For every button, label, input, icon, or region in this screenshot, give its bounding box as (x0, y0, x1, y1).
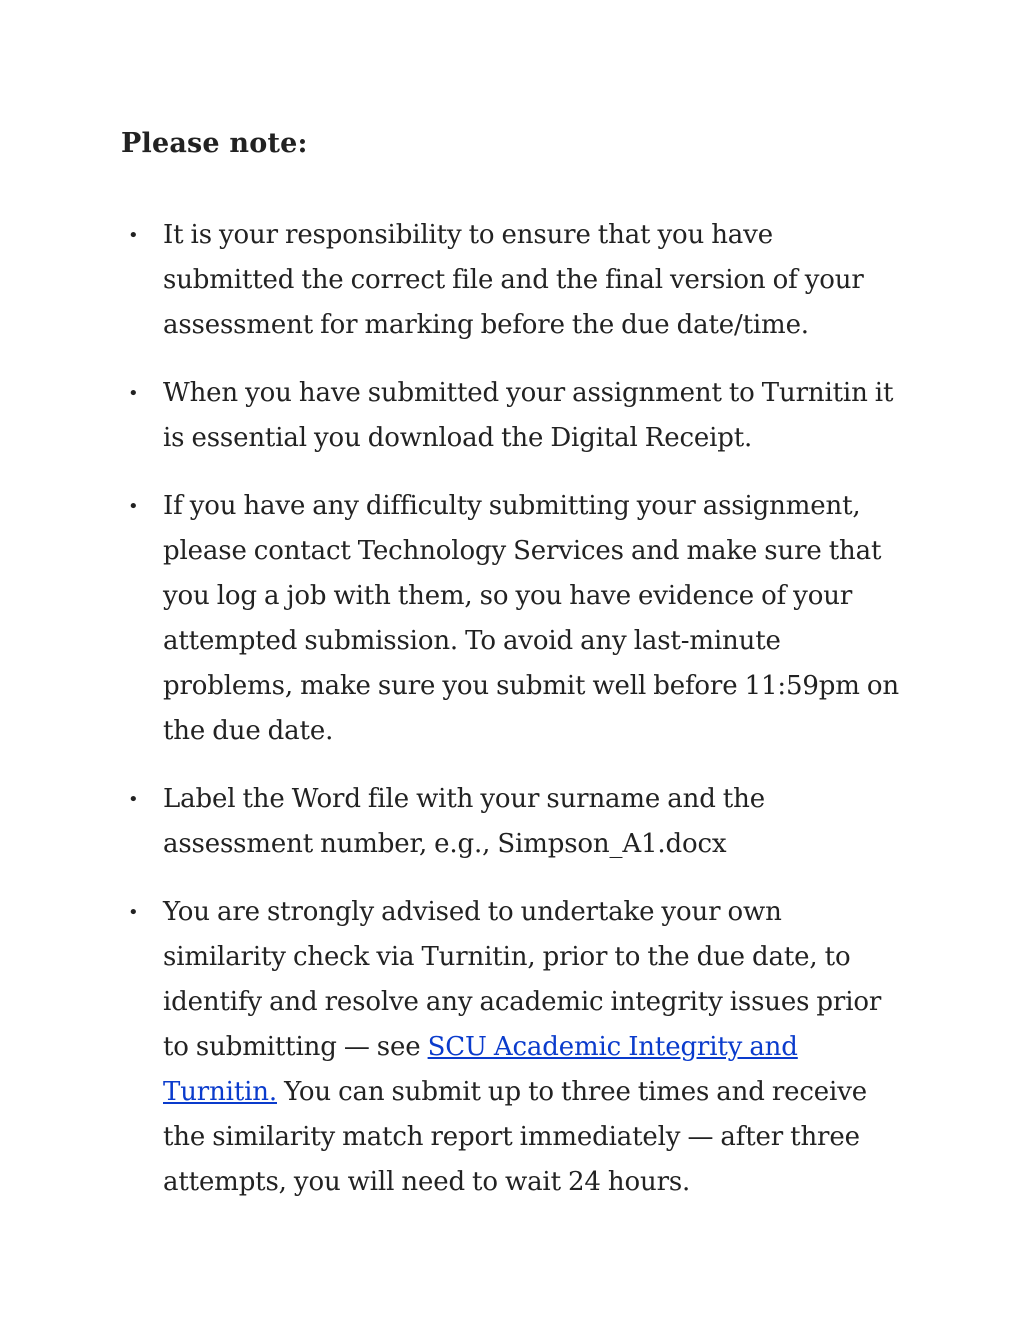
bullet-icon: • (128, 496, 139, 517)
bullet-icon: • (128, 383, 139, 404)
page-heading: Please note: (121, 128, 308, 159)
list-item (121, 484, 911, 754)
notes-list (121, 213, 911, 1228)
bullet-icon: • (128, 789, 139, 810)
bullet-icon: • (128, 225, 139, 246)
note-text-before-link: You are strongly advised to undertake your own similarity check via Turnitin, prior to the due date, to identify and resolve any academic integrity issues prior to submitting — see (163, 897, 882, 1062)
note-text: When you have submitted your assignment to Turnitin it is essential you download the Digital Receipt. (163, 378, 894, 453)
note-text-after-link: You can submit up to three times and receive the similarity match report immediately — after three attempts, you will need to wait 24 hours. (163, 1077, 867, 1197)
scu-academic-integrity-link[interactable]: SCU Academic Integrity and Turnitin. (163, 1032, 798, 1107)
list-item (121, 890, 911, 1205)
list-item (121, 777, 911, 867)
note-text: Label the Word file with your surname and the assessment number, e.g., Simpson_A1.docx (163, 784, 765, 859)
list-item (121, 213, 911, 348)
note-text: It is your responsibility to ensure that you have submitted the correct file and the final version of your assessment for marking before the due date/time. (163, 220, 864, 340)
bullet-icon: • (128, 902, 139, 923)
list-item (121, 371, 911, 461)
note-text: If you have any difficulty submitting your assignment, please contact Technology Services and make sure that you log a job with them, so you have evidence of your attempted submission. To avoid any last-minute problems, make sure you submit well before 11:59pm on the due date. (163, 491, 899, 746)
